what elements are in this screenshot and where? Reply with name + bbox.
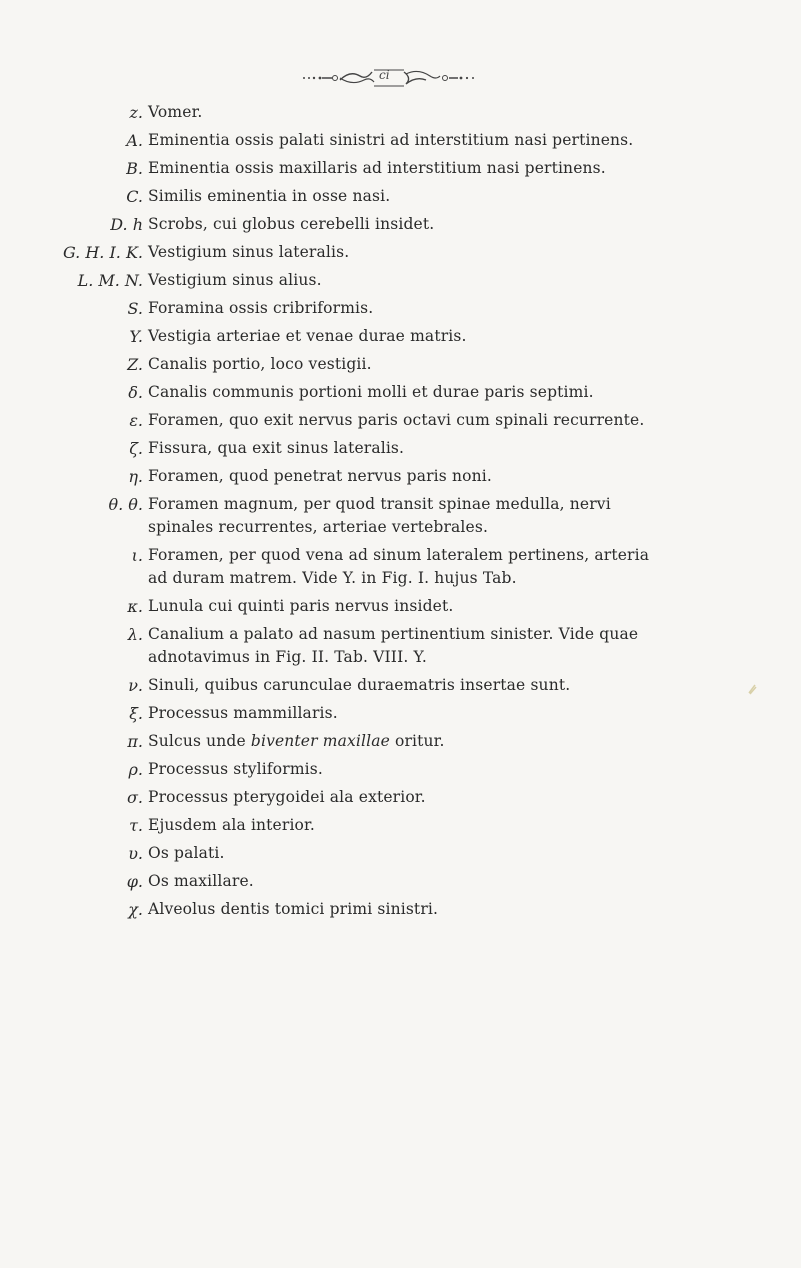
stray-mark-icon: [747, 683, 757, 695]
entry-label: ι.: [131, 546, 143, 565]
legend-entry: [0, 758, 801, 781]
legend-entry: [0, 842, 801, 865]
entry-text: Foramen, quo exit nervus paris octavi cum spinali recurrente.: [148, 411, 645, 429]
entry-text: Os palati.: [148, 844, 225, 862]
entry-text: Foramen magnum, per quod transit spinae medulla, nervi spinales recurrentes, arteriae vertebrales.: [148, 495, 611, 536]
entry-label: S.: [127, 299, 143, 318]
entry-label: ν.: [128, 676, 143, 695]
legend-entry: [0, 381, 801, 404]
legend-entry: [0, 353, 801, 376]
legend-entry: [0, 702, 801, 725]
entry-label: χ.: [128, 900, 143, 919]
entry-text: Lunula cui quinti paris nervus insidet.: [148, 597, 454, 615]
entry-label: σ.: [126, 788, 143, 807]
entry-text: Eminentia ossis maxillaris ad interstitium nasi pertinens.: [148, 159, 606, 177]
entry-label: θ. θ.: [108, 495, 143, 514]
legend-entry: [0, 623, 801, 669]
entry-text: Sinuli, quibus carunculae duraematris insertae sunt.: [148, 676, 571, 694]
entry-label: υ.: [128, 844, 143, 863]
entry-label: A.: [126, 131, 143, 150]
entry-text: Canalis communis portioni molli et durae paris septimi.: [148, 383, 594, 401]
entry-text: Scrobs, cui globus cerebelli insidet.: [148, 215, 435, 233]
entry-label: η.: [128, 467, 143, 486]
entry-label: ζ.: [129, 439, 143, 458]
entry-label: δ.: [128, 383, 143, 402]
legend-entry: [0, 465, 801, 488]
legend-entry: [0, 241, 801, 264]
entry-label: π.: [127, 732, 143, 751]
entry-text-part: Sulcus unde: [148, 732, 251, 750]
entry-label: z.: [129, 103, 143, 122]
entry-text: Vomer.: [148, 103, 203, 121]
entry-label: G. H. I. K.: [62, 243, 143, 262]
entry-text: Vestigium sinus lateralis.: [148, 243, 350, 261]
legend-entry: [0, 269, 801, 292]
entry-label: Z.: [127, 355, 143, 374]
legend-entry: [0, 185, 801, 208]
entry-text: Eminentia ossis palati sinistri ad interstitium nasi pertinens.: [148, 131, 634, 149]
legend-entry: [0, 409, 801, 432]
entry-label: φ.: [126, 872, 143, 891]
entry-label: ρ.: [128, 760, 143, 779]
legend-entry: [0, 544, 801, 590]
entry-text: Vestigia arteriae et venae durae matris.: [148, 327, 467, 345]
ornament-flourish-icon: [300, 66, 480, 90]
legend-entry: [0, 325, 801, 348]
entry-text-italic: biventer maxillae: [250, 732, 390, 750]
entry-label: B.: [126, 159, 143, 178]
entry-text: Vestigium sinus alius.: [148, 271, 322, 289]
entry-text: Processus styliformis.: [148, 760, 323, 778]
legend-entry: [0, 213, 801, 236]
legend-entry: [0, 898, 801, 921]
entry-text: Fissura, qua exit sinus lateralis.: [148, 439, 405, 457]
entry-text: Foramen, per quod vena ad sinum lateralem pertinens, arteria ad duram matrem. Vide Y. in Fig. I. hujus Tab.: [148, 546, 650, 587]
legend-entry: [0, 870, 801, 893]
legend-entry: [0, 814, 801, 837]
legend-entry: [0, 595, 801, 618]
legend-entry: [0, 157, 801, 180]
entry-label: λ.: [127, 625, 143, 644]
entry-label: L. M. N.: [77, 271, 143, 290]
entry-text: Canalium a palato ad nasum pertinentium sinister. Vide quae adnotavimus in Fig. II. Tab. VIII. Y.: [148, 625, 639, 666]
entry-text: Foramina ossis cribriformis.: [148, 299, 374, 317]
entry-label: Y.: [129, 327, 143, 346]
entry-text: [148, 730, 668, 753]
entry-label: τ.: [129, 816, 143, 835]
entry-text: Os maxillare.: [148, 872, 254, 890]
printers-ornament: [300, 66, 480, 90]
ornament-label: ci: [379, 68, 390, 82]
legend-entry: [0, 730, 801, 753]
entry-label: C.: [126, 187, 143, 206]
legend-entry: [0, 297, 801, 320]
entry-text: Alveolus dentis tomici primi sinistri.: [148, 900, 439, 918]
legend-entry: [0, 101, 801, 124]
entry-text: Processus pterygoidei ala exterior.: [148, 788, 426, 806]
entry-text: Ejusdem ala interior.: [148, 816, 315, 834]
entry-text-part: oritur.: [389, 732, 445, 750]
entry-text: Foramen, quod penetrat nervus paris noni.: [148, 467, 492, 485]
legend-entry: [0, 674, 801, 697]
legend-entry: [0, 786, 801, 809]
entry-label: ξ.: [129, 704, 143, 723]
entry-label: κ.: [127, 597, 143, 616]
entry-label: ε.: [129, 411, 143, 430]
legend-entry: [0, 437, 801, 460]
legend-entry: [0, 493, 801, 539]
entry-text: Processus mammillaris.: [148, 704, 338, 722]
entry-label: D. h: [110, 215, 143, 234]
entry-text: Similis eminentia in osse nasi.: [148, 187, 391, 205]
legend-entry: [0, 129, 801, 152]
entry-text: Canalis portio, loco vestigii.: [148, 355, 372, 373]
legend-list: [0, 101, 801, 926]
